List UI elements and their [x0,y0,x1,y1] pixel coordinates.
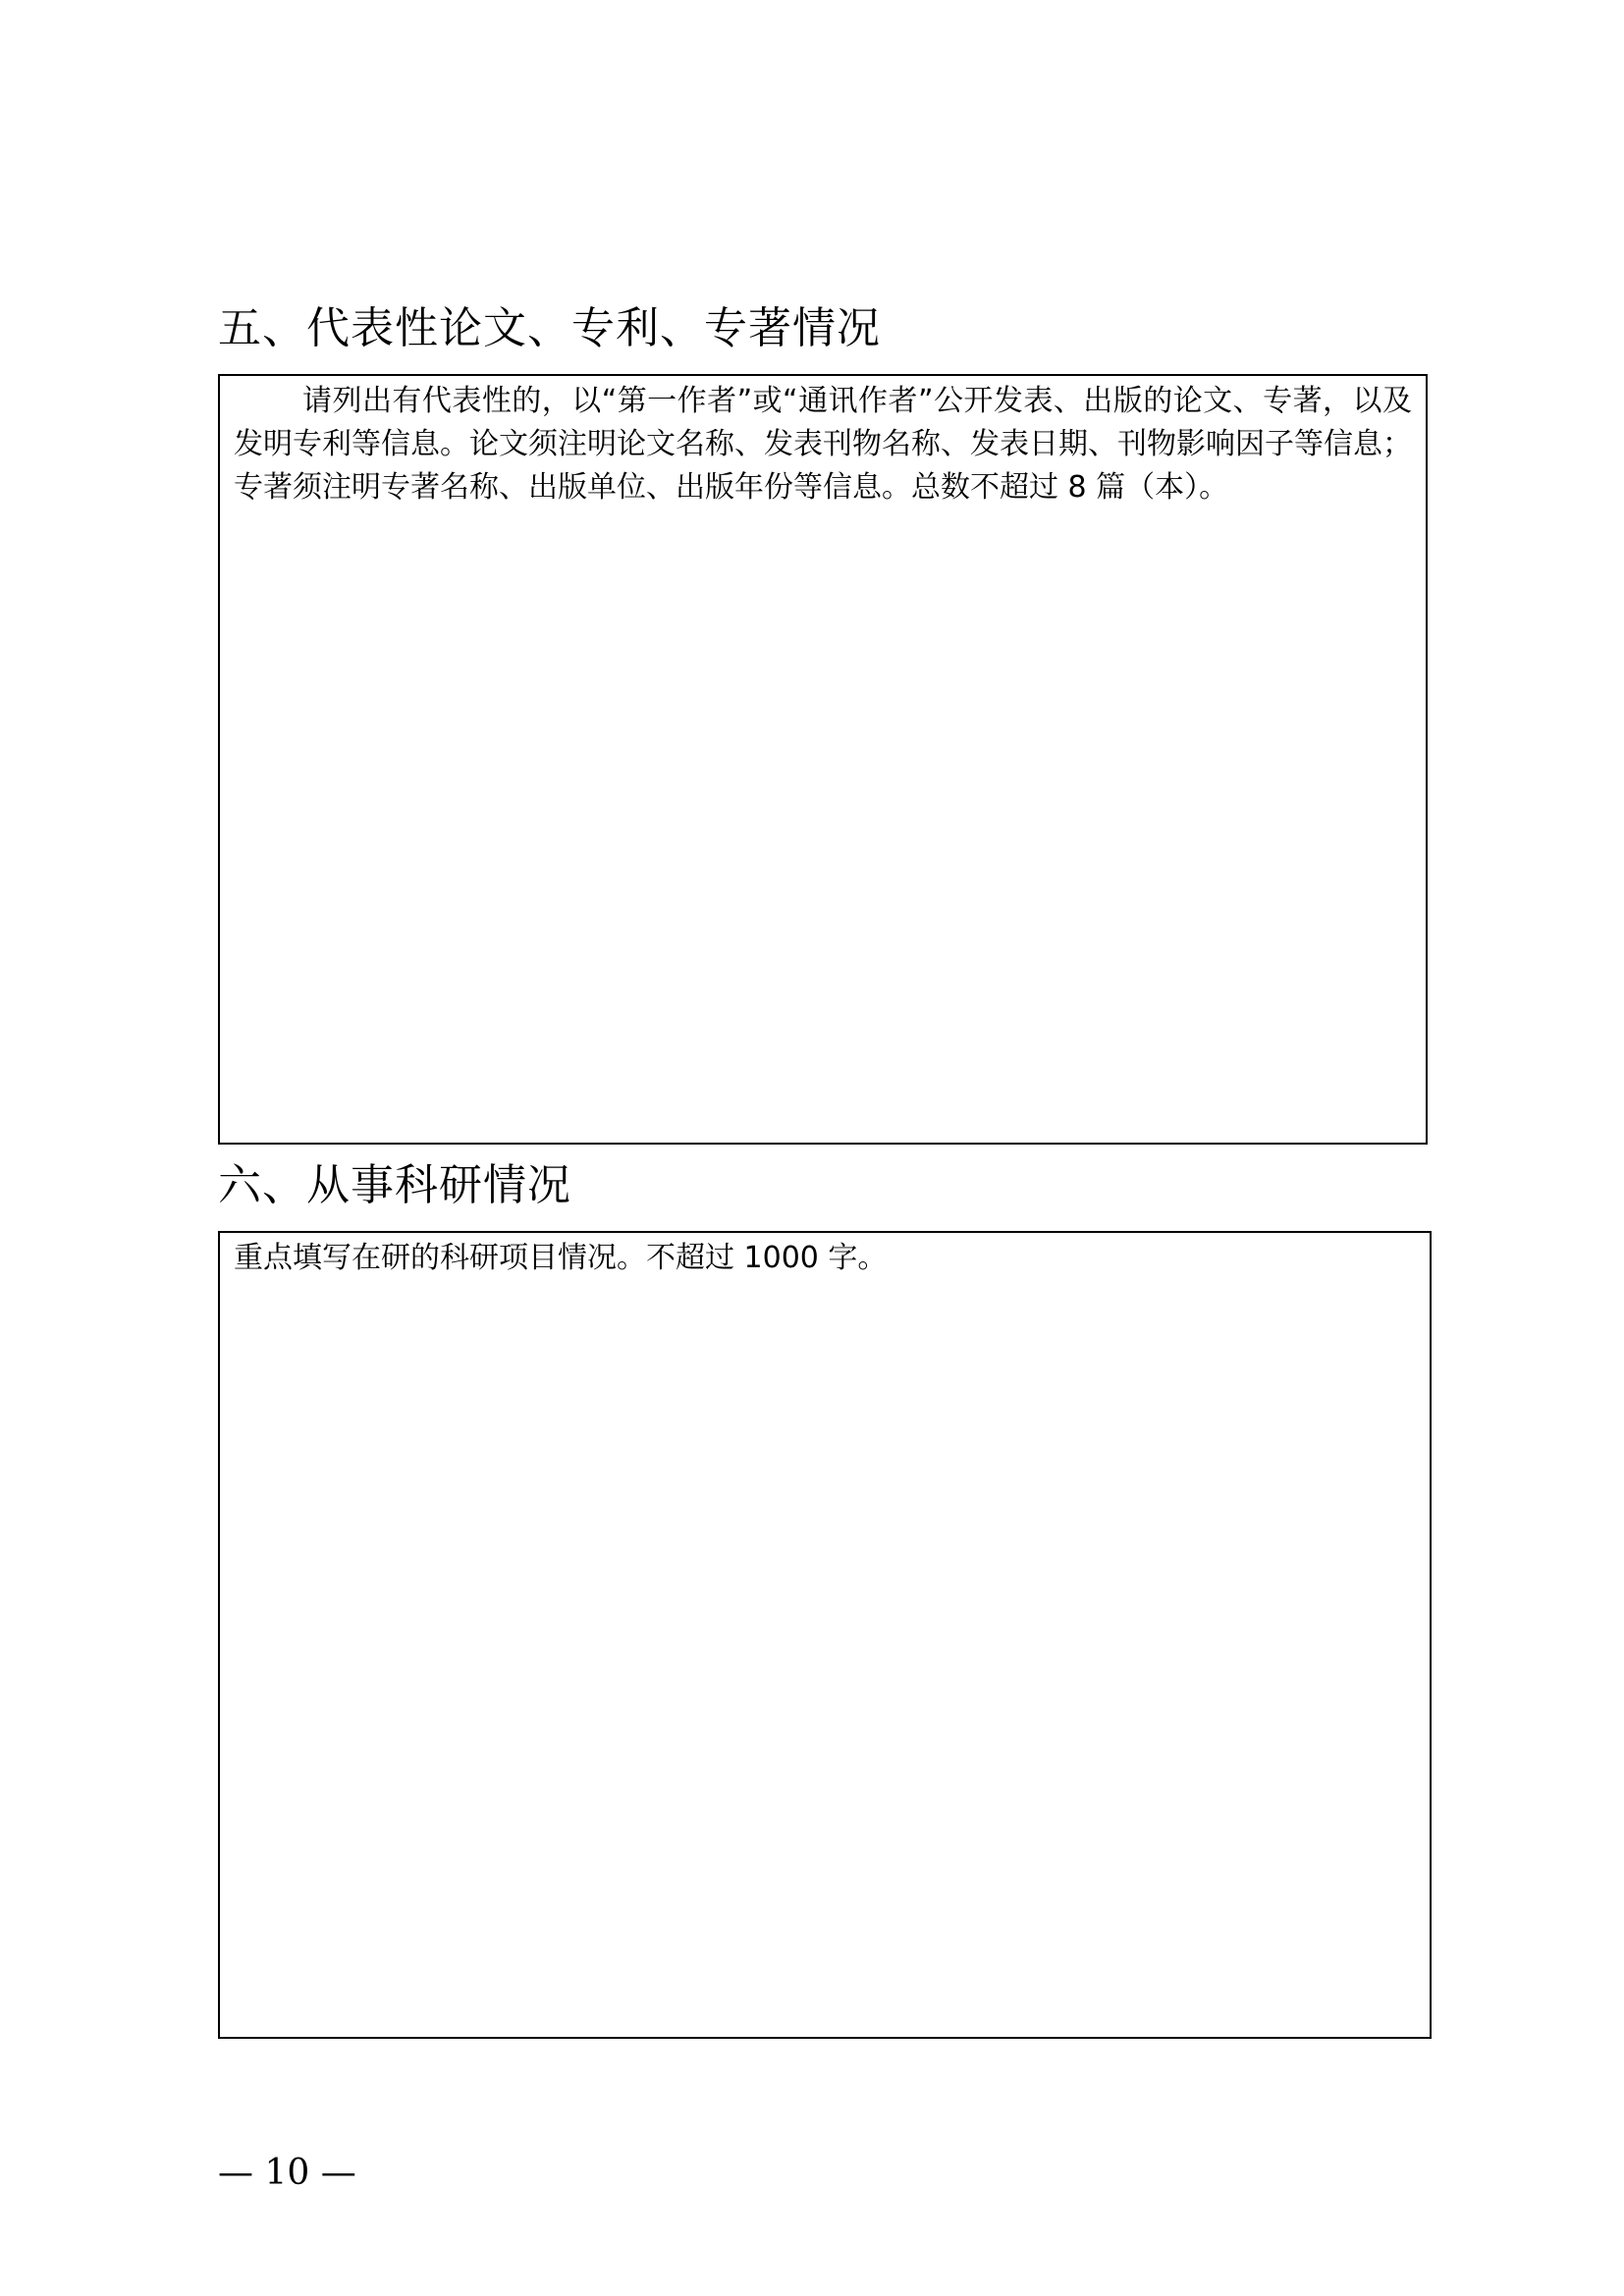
section-5-entry-box[interactable] [218,374,1428,1145]
section-6-heading: 六、从事科研情况 [218,1160,571,1210]
section-6-entry-box[interactable] [218,1231,1432,2039]
section-5-heading: 五、代表性论文、专利、专著情况 [218,303,881,353]
section-6-instruction: 重点填写在研的科研项目情况。不超过 1000 字。 [234,1241,888,1275]
page-number: — 10 — [218,2153,356,2193]
section-5-instruction: 请列出有代表性的，以“第一作者”或“通讯作者”公开发表、出版的论文、专著，以及发明专利等信息。论文须注明论文名称、发表刊物名称、发表日期、刊物影响因子等信息；专著须注明专著名称、出版单位、出版年份等信息。总数不超过 8 篇（本）。 [234,384,1412,505]
